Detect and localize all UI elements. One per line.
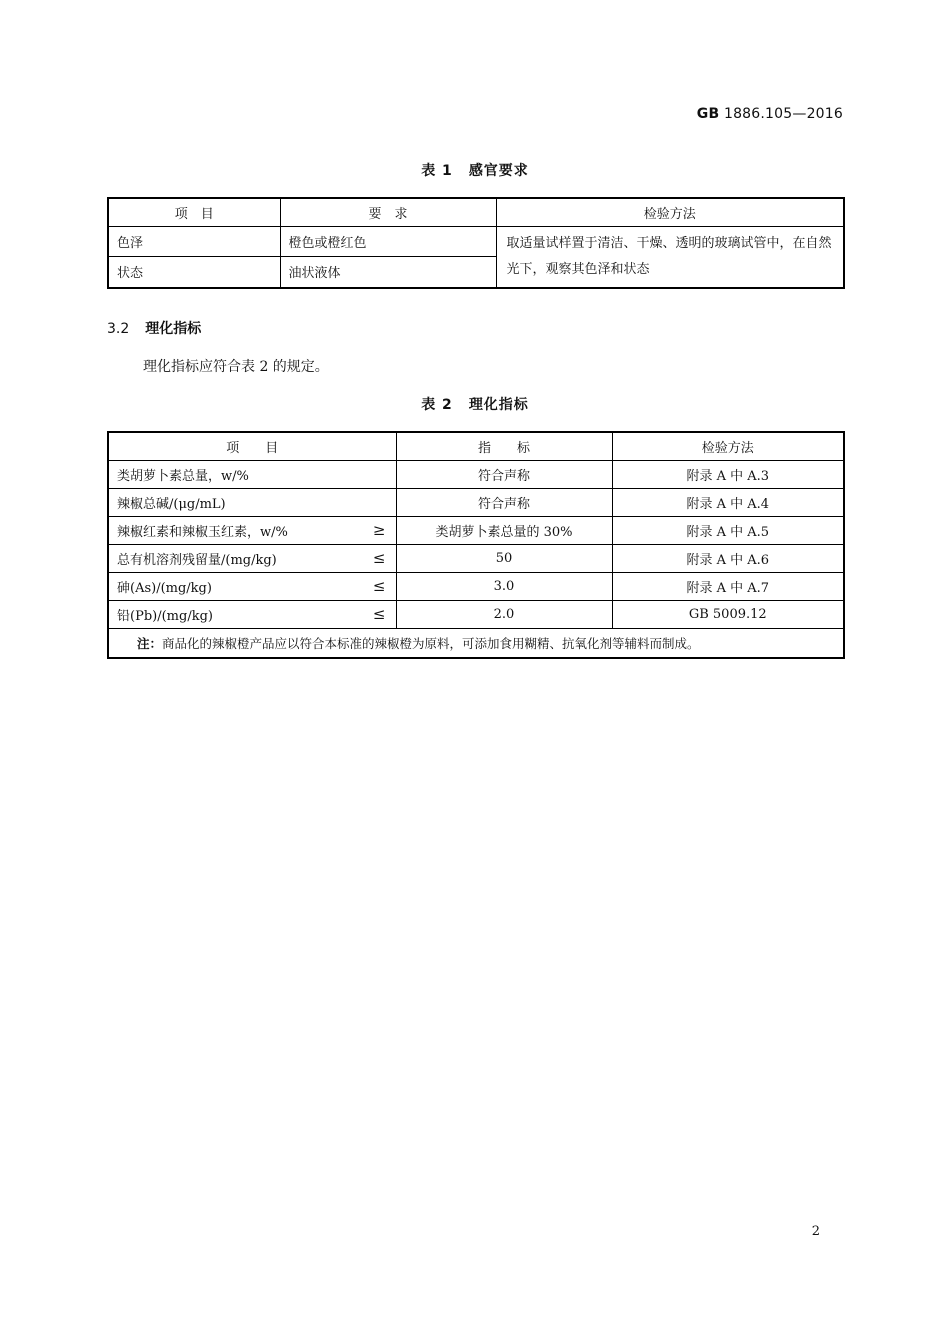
table1-caption-number: 表 1	[421, 163, 453, 179]
table-row	[108, 544, 844, 572]
table1-requirement-state: 油状液体	[280, 257, 496, 288]
table2-note-row	[108, 628, 844, 658]
table2-method: GB 5009.12	[612, 600, 844, 628]
item-label: 砷(As)/(mg/kg)	[117, 580, 212, 596]
section-heading	[107, 318, 201, 338]
item-label: 铅(Pb)/(mg/kg)	[117, 608, 213, 624]
table2-item	[108, 572, 396, 600]
note-label: 注：	[137, 635, 163, 651]
table2-value: 2.0	[396, 600, 612, 628]
comparison-symbol: ≤	[372, 605, 386, 623]
body-paragraph: 理化指标应符合表 2 的规定。	[143, 359, 329, 375]
comparison-symbol: ≥	[372, 521, 386, 539]
standard-number: 1886.105—2016	[723, 106, 843, 122]
table-row	[108, 460, 844, 488]
table1-caption	[0, 160, 950, 180]
table1-header-method: 检验方法	[496, 198, 844, 226]
item-label: 总有机溶剂残留量/(mg/kg)	[117, 552, 277, 568]
table-row	[108, 226, 844, 257]
item-label: 类胡萝卜素总量，w/%	[117, 468, 249, 484]
table2-value: 符合声称	[396, 460, 612, 488]
table2-item	[108, 488, 396, 516]
table1-caption-title: 感官要求	[468, 163, 529, 179]
table2-item	[108, 516, 396, 544]
table-row	[108, 516, 844, 544]
table1-item-color: 色泽	[108, 226, 280, 257]
table2-method: 附录 A 中 A.3	[612, 460, 844, 488]
table-row	[108, 572, 844, 600]
table2-value: 符合声称	[396, 488, 612, 516]
table2-value: 类胡萝卜素总量的 30%	[396, 516, 612, 544]
table-row	[108, 600, 844, 628]
table2-physicochemical-indicators	[107, 431, 845, 659]
comparison-symbol: ≤	[372, 577, 386, 595]
table2-value: 3.0	[396, 572, 612, 600]
table1-header-item: 项 目	[108, 198, 280, 226]
standard-prefix: GB	[696, 106, 720, 122]
table2-note	[108, 628, 844, 658]
table2-item	[108, 600, 396, 628]
table2-header-indicator: 指 标	[396, 432, 612, 460]
table-row	[108, 488, 844, 516]
table1-method: 取适量试样置于清洁、干燥、透明的玻璃试管中，在自然光下，观察其色泽和状态	[496, 226, 844, 288]
standard-code	[697, 106, 843, 122]
table2-item	[108, 544, 396, 572]
note-text: 商品化的辣椒橙产品应以符合本标准的辣椒橙为原料，可添加食用糊精、抗氧化剂等辅料而制成。	[162, 635, 700, 651]
table1-item-state: 状态	[108, 257, 280, 288]
comparison-symbol: ≤	[372, 549, 386, 567]
table2-item	[108, 460, 396, 488]
page-number: 2	[811, 1224, 820, 1239]
item-label: 辣椒总碱/(μg/mL)	[117, 496, 226, 512]
table2-caption	[0, 394, 950, 414]
table2-caption-number: 表 2	[421, 397, 453, 413]
table2-caption-title: 理化指标	[468, 397, 529, 413]
table2-method: 附录 A 中 A.4	[612, 488, 844, 516]
section-number: 3.2	[107, 321, 130, 337]
table1-sensory-requirements	[107, 197, 845, 289]
table2-method: 附录 A 中 A.7	[612, 572, 844, 600]
table1-header-requirement: 要 求	[280, 198, 496, 226]
table2-header-row	[108, 432, 844, 460]
table1-header-row	[108, 198, 844, 226]
table2-method: 附录 A 中 A.6	[612, 544, 844, 572]
table2-value: 50	[396, 544, 612, 572]
item-label: 辣椒红素和辣椒玉红素，w/%	[117, 524, 288, 540]
table1-requirement-color: 橙色或橙红色	[280, 226, 496, 257]
table2-header-item: 项 目	[108, 432, 396, 460]
section-title: 理化指标	[145, 321, 202, 337]
table2-header-method: 检验方法	[612, 432, 844, 460]
table2-method: 附录 A 中 A.5	[612, 516, 844, 544]
